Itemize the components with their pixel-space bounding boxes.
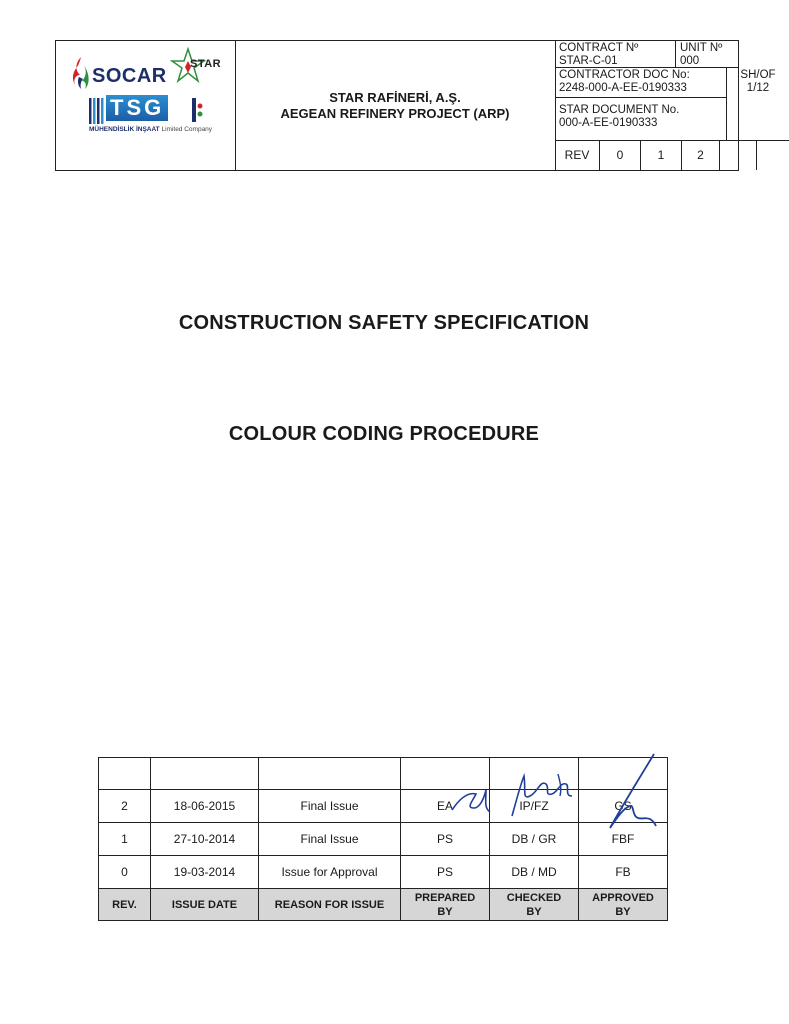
reason-header: REASON FOR ISSUE	[259, 889, 401, 920]
date-cell: 27-10-2014	[151, 823, 259, 855]
approved-cell	[579, 758, 667, 789]
header-rev-value: 1	[641, 141, 682, 170]
revision-history-table	[98, 757, 668, 921]
contract-number-field	[555, 41, 676, 68]
document-info-cell	[555, 41, 776, 170]
reason-cell: Issue for Approval	[259, 856, 401, 888]
table-row	[99, 758, 667, 790]
tsg-subtitle-rest: Limited Company	[161, 126, 213, 133]
tsg-logo-text: TSG	[106, 95, 168, 121]
approved-header: APPROVED BY	[592, 891, 654, 918]
header-rev-value: 2	[682, 141, 720, 170]
star-logo-text: STAR	[190, 58, 222, 70]
date-cell: 19-03-2014	[151, 856, 259, 888]
rev-cell: 2	[99, 790, 151, 822]
sheet-label: SH/OF	[740, 69, 776, 81]
contractor-doc-value: 2248-000-A-EE-0190333	[559, 82, 687, 94]
checked-cell: DB / GR	[490, 823, 579, 855]
header-rev-label: REV	[555, 141, 600, 170]
sheet-value: 1/12	[746, 82, 770, 94]
date-cell	[151, 758, 259, 789]
sheet-field	[727, 68, 789, 141]
rev-cell: 1	[99, 823, 151, 855]
checked-header: CHECKED BY	[490, 889, 579, 920]
unit-label: UNIT Nº	[680, 42, 723, 54]
table-row	[99, 856, 667, 889]
tsg-accent-icon	[192, 98, 204, 122]
reason-cell	[259, 758, 401, 789]
contractor-doc-field	[555, 68, 727, 98]
checked-cell: IP/FZ	[490, 790, 579, 822]
unit-number-field	[676, 41, 738, 68]
rev-header: REV.	[99, 889, 151, 920]
tsg-bars-icon	[89, 98, 105, 124]
company-cell	[235, 41, 556, 170]
star-document-field	[555, 98, 727, 141]
star-doc-value: 000-A-EE-0190333	[559, 117, 658, 129]
contract-label: CONTRACT Nº	[559, 42, 639, 54]
socar-flame-icon	[70, 55, 92, 91]
table-header-row	[99, 889, 667, 920]
document-header	[55, 40, 776, 171]
prepared-header: PREPARED BY	[401, 889, 490, 920]
prepared-cell: PS	[401, 856, 490, 888]
socar-logo-text: SOCAR	[92, 65, 167, 87]
reason-cell: Final Issue	[259, 790, 401, 822]
header-rev-row	[555, 141, 738, 170]
approved-cell: GS	[614, 799, 632, 813]
table-row	[99, 823, 667, 856]
logo-cell	[56, 41, 236, 170]
star-doc-label: STAR DOCUMENT No.	[559, 104, 680, 116]
contractor-doc-label: CONTRACTOR DOC No:	[559, 69, 690, 81]
contract-value: STAR-C-01	[559, 55, 618, 67]
prepared-cell	[401, 758, 490, 789]
rev-cell	[99, 758, 151, 789]
document-subtitle: COLOUR CODING PROCEDURE	[228, 423, 540, 445]
company-name: STAR RAFİNERİ, A.Ş.	[329, 89, 461, 105]
prepared-cell: PS	[401, 823, 490, 855]
project-name: AEGEAN REFINERY PROJECT (ARP)	[280, 105, 510, 121]
tsg-subtitle	[89, 126, 212, 133]
prepared-cell: EA	[401, 790, 490, 822]
issue-date-header: ISSUE DATE	[151, 889, 259, 920]
approved-cell: FB	[615, 865, 631, 879]
header-rev-value	[720, 141, 757, 170]
date-cell: 18-06-2015	[151, 790, 259, 822]
checked-cell	[490, 758, 579, 789]
checked-cell: DB / MD	[490, 856, 579, 888]
reason-cell: Final Issue	[259, 823, 401, 855]
unit-value: 000	[680, 55, 700, 67]
document-title: CONSTRUCTION SAFETY SPECIFICATION	[178, 312, 590, 334]
header-rev-value: 0	[600, 141, 641, 170]
approved-cell: FBF	[611, 832, 635, 846]
table-row	[99, 790, 667, 823]
rev-cell: 0	[99, 856, 151, 888]
tsg-subtitle-main: MÜHENDİSLİK İNŞAAT	[89, 126, 160, 133]
